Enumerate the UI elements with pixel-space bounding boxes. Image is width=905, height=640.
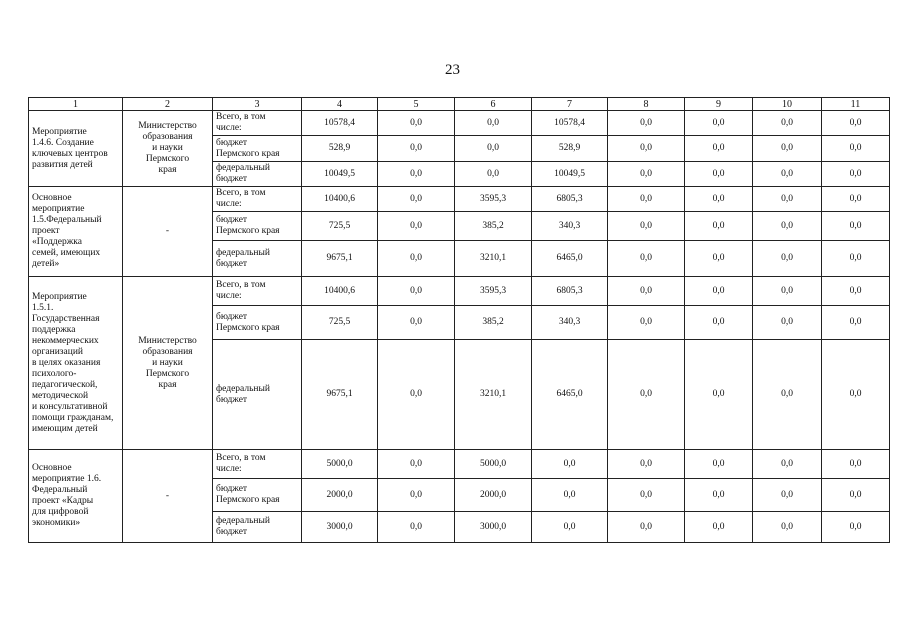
amount-cell: 0,0 bbox=[753, 187, 822, 212]
amount-cell: 0,0 bbox=[378, 212, 455, 241]
column-header: 10 bbox=[753, 98, 822, 111]
amount-cell: 0,0 bbox=[822, 111, 890, 136]
amount-cell: 0,0 bbox=[753, 340, 822, 450]
column-header: 4 bbox=[302, 98, 378, 111]
table-row bbox=[29, 450, 890, 479]
amount-cell: 0,0 bbox=[608, 162, 685, 187]
amount-cell: 10400,6 bbox=[302, 277, 378, 306]
column-header: 5 bbox=[378, 98, 455, 111]
amount-cell: 0,0 bbox=[455, 111, 532, 136]
amount-cell: 9675,1 bbox=[302, 241, 378, 277]
amount-cell: 10578,4 bbox=[302, 111, 378, 136]
funding-source: бюджет Пермского края bbox=[213, 479, 302, 512]
amount-cell: 0,0 bbox=[753, 479, 822, 512]
column-header: 7 bbox=[532, 98, 608, 111]
amount-cell: 0,0 bbox=[753, 277, 822, 306]
amount-cell: 0,0 bbox=[685, 512, 753, 543]
amount-cell: 0,0 bbox=[822, 512, 890, 543]
amount-cell: 3210,1 bbox=[455, 241, 532, 277]
amount-cell: 0,0 bbox=[753, 212, 822, 241]
amount-cell: 10049,5 bbox=[302, 162, 378, 187]
amount-cell: 0,0 bbox=[685, 340, 753, 450]
amount-cell: 0,0 bbox=[822, 306, 890, 340]
amount-cell: 6805,3 bbox=[532, 187, 608, 212]
page-number: 23 bbox=[445, 62, 460, 78]
executor: - bbox=[123, 187, 213, 277]
funding-source: федеральный бюджет bbox=[213, 241, 302, 277]
amount-cell: 0,0 bbox=[378, 479, 455, 512]
amount-cell: 3595,3 bbox=[455, 277, 532, 306]
amount-cell: 0,0 bbox=[685, 306, 753, 340]
amount-cell: 0,0 bbox=[608, 512, 685, 543]
amount-cell: 0,0 bbox=[378, 450, 455, 479]
amount-cell: 0,0 bbox=[822, 212, 890, 241]
funding-source: Всего, в том числе: bbox=[213, 277, 302, 306]
activity-name: Основное мероприятие 1.6. Федеральный проект «Кадры для цифровой экономики» bbox=[29, 450, 123, 543]
column-header: 3 bbox=[213, 98, 302, 111]
amount-cell: 0,0 bbox=[753, 111, 822, 136]
funding-source: федеральный бюджет bbox=[213, 512, 302, 543]
amount-cell: 0,0 bbox=[685, 241, 753, 277]
amount-cell: 0,0 bbox=[378, 136, 455, 162]
amount-cell: 0,0 bbox=[608, 306, 685, 340]
amount-cell: 0,0 bbox=[455, 162, 532, 187]
executor: Министерство образования и науки Пермского края bbox=[123, 111, 213, 187]
funding-source: бюджет Пермского края bbox=[213, 212, 302, 241]
amount-cell: 340,3 bbox=[532, 306, 608, 340]
header-row bbox=[29, 98, 890, 111]
activity-name: Мероприятие 1.4.6. Создание ключевых центров развития детей bbox=[29, 111, 123, 187]
column-header: 9 bbox=[685, 98, 753, 111]
amount-cell: 0,0 bbox=[822, 162, 890, 187]
funding-source: Всего, в том числе: bbox=[213, 111, 302, 136]
amount-cell: 0,0 bbox=[685, 479, 753, 512]
amount-cell: 0,0 bbox=[685, 136, 753, 162]
amount-cell: 6465,0 bbox=[532, 241, 608, 277]
amount-cell: 0,0 bbox=[608, 187, 685, 212]
column-header: 1 bbox=[29, 98, 123, 111]
amount-cell: 340,3 bbox=[532, 212, 608, 241]
amount-cell: 2000,0 bbox=[302, 479, 378, 512]
amount-cell: 0,0 bbox=[532, 512, 608, 543]
amount-cell: 0,0 bbox=[608, 241, 685, 277]
amount-cell: 0,0 bbox=[685, 450, 753, 479]
amount-cell: 10049,5 bbox=[532, 162, 608, 187]
amount-cell: 385,2 bbox=[455, 212, 532, 241]
amount-cell: 0,0 bbox=[608, 212, 685, 241]
amount-cell: 3000,0 bbox=[302, 512, 378, 543]
funding-source: федеральный бюджет bbox=[213, 162, 302, 187]
amount-cell: 0,0 bbox=[608, 277, 685, 306]
amount-cell: 0,0 bbox=[822, 136, 890, 162]
funding-source: Всего, в том числе: bbox=[213, 187, 302, 212]
amount-cell: 0,0 bbox=[608, 479, 685, 512]
amount-cell: 0,0 bbox=[753, 136, 822, 162]
column-header: 11 bbox=[822, 98, 890, 111]
amount-cell: 0,0 bbox=[822, 277, 890, 306]
amount-cell: 0,0 bbox=[378, 340, 455, 450]
amount-cell: 0,0 bbox=[378, 162, 455, 187]
amount-cell: 3595,3 bbox=[455, 187, 532, 212]
amount-cell: 0,0 bbox=[608, 136, 685, 162]
amount-cell: 0,0 bbox=[685, 277, 753, 306]
funding-source: бюджет Пермского края bbox=[213, 136, 302, 162]
amount-cell: 0,0 bbox=[822, 479, 890, 512]
column-header: 6 bbox=[455, 98, 532, 111]
amount-cell: 0,0 bbox=[822, 241, 890, 277]
amount-cell: 0,0 bbox=[455, 136, 532, 162]
amount-cell: 0,0 bbox=[685, 212, 753, 241]
amount-cell: 5000,0 bbox=[302, 450, 378, 479]
amount-cell: 0,0 bbox=[753, 306, 822, 340]
amount-cell: 0,0 bbox=[378, 306, 455, 340]
amount-cell: 0,0 bbox=[822, 187, 890, 212]
amount-cell: 2000,0 bbox=[455, 479, 532, 512]
amount-cell: 9675,1 bbox=[302, 340, 378, 450]
amount-cell: 0,0 bbox=[378, 277, 455, 306]
amount-cell: 3210,1 bbox=[455, 340, 532, 450]
amount-cell: 0,0 bbox=[378, 187, 455, 212]
amount-cell: 5000,0 bbox=[455, 450, 532, 479]
amount-cell: 0,0 bbox=[822, 340, 890, 450]
amount-cell: 0,0 bbox=[378, 241, 455, 277]
amount-cell: 10578,4 bbox=[532, 111, 608, 136]
amount-cell: 0,0 bbox=[753, 241, 822, 277]
amount-cell: 3000,0 bbox=[455, 512, 532, 543]
amount-cell: 0,0 bbox=[608, 111, 685, 136]
amount-cell: 0,0 bbox=[685, 162, 753, 187]
amount-cell: 725,5 bbox=[302, 212, 378, 241]
amount-cell: 0,0 bbox=[685, 187, 753, 212]
amount-cell: 725,5 bbox=[302, 306, 378, 340]
activity-name: Основное мероприятие 1.5.Федеральный проект «Поддержка семей, имеющих детей» bbox=[29, 187, 123, 277]
table-row bbox=[29, 111, 890, 136]
amount-cell: 10400,6 bbox=[302, 187, 378, 212]
amount-cell: 0,0 bbox=[608, 340, 685, 450]
amount-cell: 0,0 bbox=[532, 450, 608, 479]
amount-cell: 528,9 bbox=[302, 136, 378, 162]
budget-table bbox=[28, 97, 890, 543]
amount-cell: 0,0 bbox=[753, 450, 822, 479]
column-header: 2 bbox=[123, 98, 213, 111]
amount-cell: 6805,3 bbox=[532, 277, 608, 306]
table-row bbox=[29, 187, 890, 212]
amount-cell: 0,0 bbox=[685, 111, 753, 136]
amount-cell: 0,0 bbox=[608, 450, 685, 479]
funding-source: федеральный бюджет bbox=[213, 340, 302, 450]
amount-cell: 0,0 bbox=[753, 512, 822, 543]
amount-cell: 0,0 bbox=[378, 111, 455, 136]
amount-cell: 0,0 bbox=[822, 450, 890, 479]
amount-cell: 385,2 bbox=[455, 306, 532, 340]
column-header: 8 bbox=[608, 98, 685, 111]
executor: - bbox=[123, 450, 213, 543]
table-row bbox=[29, 277, 890, 306]
amount-cell: 6465,0 bbox=[532, 340, 608, 450]
amount-cell: 0,0 bbox=[532, 479, 608, 512]
funding-source: Всего, в том числе: bbox=[213, 450, 302, 479]
activity-name: Мероприятие 1.5.1. Государственная поддержка некоммерческих организаций в целях оказания психолого- педагогической, методической и консультативной помощи гражданам, имеющим детей bbox=[29, 277, 123, 450]
amount-cell: 0,0 bbox=[378, 512, 455, 543]
executor: Министерство образования и науки Пермского края bbox=[123, 277, 213, 450]
amount-cell: 0,0 bbox=[753, 162, 822, 187]
funding-source: бюджет Пермского края bbox=[213, 306, 302, 340]
amount-cell: 528,9 bbox=[532, 136, 608, 162]
